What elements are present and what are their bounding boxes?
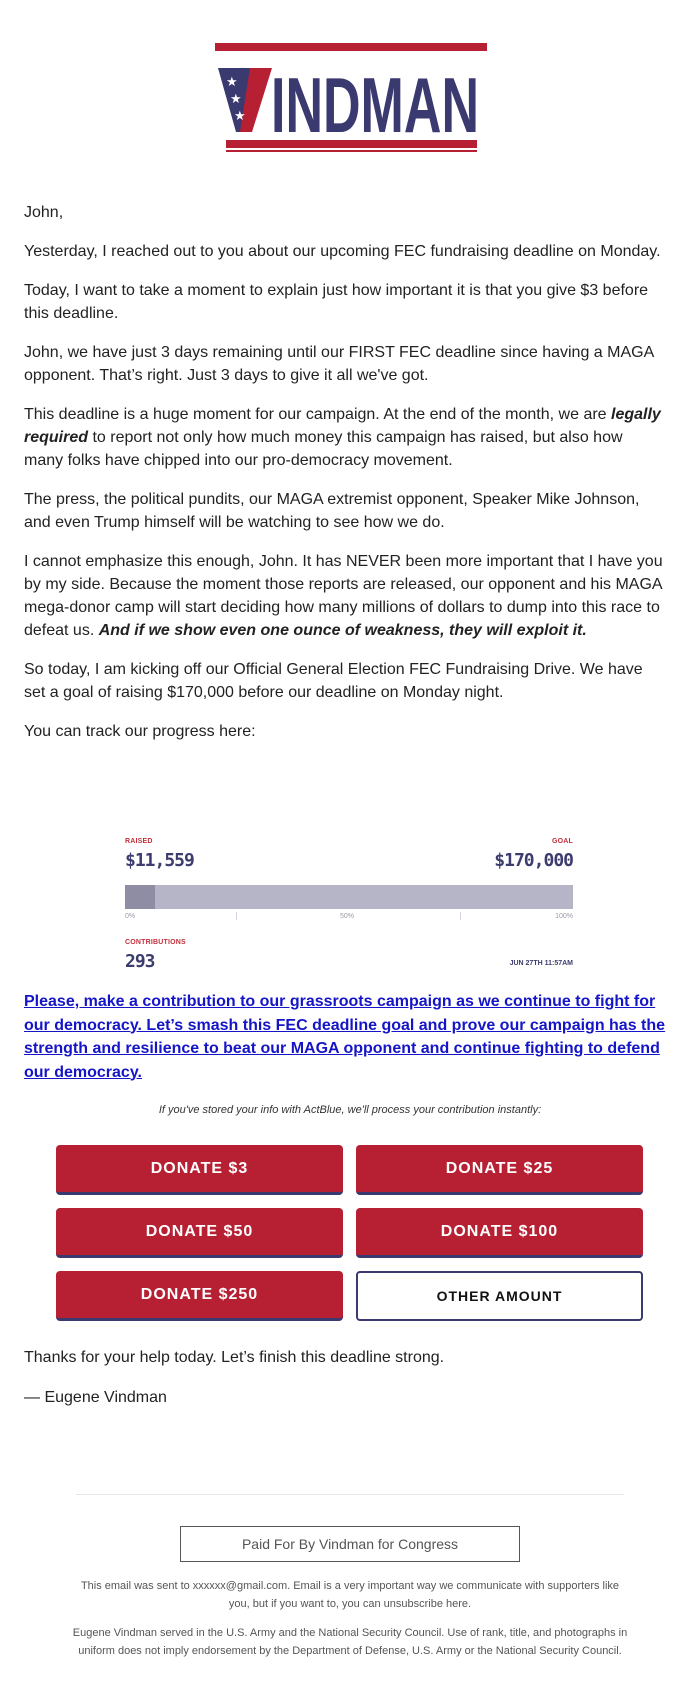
raised-amount: $11,559 (125, 850, 194, 871)
logo-bottom-thin-stripe (226, 150, 477, 152)
paragraph-4-end: to report not only how much money this campaign has raised, but also how many folks have chipped into our pro-democracy movement. (24, 429, 623, 469)
paragraph-6-start: I cannot emphasize this enough, John. It has NEVER been more important that I have you by my side. Because the moment those reports are released, our opponent and his MAGA mega-donor camp will start deciding how many millions of dollars to dump into this race to defeat us. (24, 553, 663, 639)
tick-mark (460, 912, 461, 920)
goal-amount: $170,000 (494, 850, 573, 871)
paid-for-box: Paid For By Vindman for Congress (180, 1526, 520, 1562)
logo-graphic (0, 40, 700, 160)
tick-label-100: 100% (555, 913, 573, 920)
contributions-count: 293 (125, 951, 155, 972)
logo-wordmark: INDMAN (271, 61, 479, 149)
greeting: John, (24, 204, 64, 221)
actblue-note: If you've stored your info with ActBlue, we'll process your contribution instantly: (158, 1104, 542, 1116)
tracker-timestamp: JUN 27TH 11:57AM (509, 960, 573, 967)
sent-to-notice[interactable]: This email was sent to xxxxxx@gmail.com. Email is a very important way we communicate with supporters like you, but if you want to, you can unsubscribe here. (80, 1580, 620, 1610)
tick-label-0: 0% (125, 913, 136, 920)
tick-label-50: 50% (340, 913, 355, 920)
paragraph-6 (24, 550, 664, 642)
progress-bar (125, 885, 573, 909)
star-icon: ★ (230, 92, 242, 107)
fundraising-progress-tracker (125, 838, 573, 974)
donate-100-button[interactable]: DONATE $100 (356, 1208, 643, 1258)
star-icon: ★ (234, 109, 246, 124)
military-disclaimer: Eugene Vindman served in the U.S. Army and the National Security Council. Use of rank, title, and photographs in uniform does not imply endorsement by the Department of Defense, U.S. Army or the National Security Council. (72, 1627, 628, 1657)
paragraph-4 (24, 403, 664, 472)
vindman-logo (0, 40, 700, 160)
contributions-label: CONTRIBUTIONS (125, 939, 186, 946)
other-amount-button[interactable]: OTHER AMOUNT (356, 1271, 643, 1321)
donate-250-button[interactable]: DONATE $250 (56, 1271, 343, 1321)
paragraph-8: You can track our progress here: (24, 723, 256, 740)
footer-divider (76, 1494, 624, 1495)
donate-25-button[interactable]: DONATE $25 (356, 1145, 643, 1195)
contribution-link[interactable]: Please, make a contribution to our grassroots campaign as we continue to fight for our democracy. Let’s smash this FEC deadline goal and prove our campaign has the strength and resilience to beat our MAGA opponent and continue fighting to defend our democracy. (24, 993, 666, 1081)
star-icon: ★ (226, 75, 238, 90)
paragraph-2: Today, I want to take a moment to explain just how important it is that you give $3 before this deadline. (24, 282, 649, 322)
paragraph-7: So today, I am kicking off our Official General Election FEC Fundraising Drive. We have set a goal of raising $170,000 before our deadline on Monday night. (24, 661, 643, 701)
tick-mark (236, 912, 237, 920)
paragraph-3: John, we have just 3 days remaining until our FIRST FEC deadline since having a MAGA opponent. That’s right. Just 3 days to give it all we've got. (24, 344, 654, 384)
email-body (24, 201, 664, 759)
logo-top-stripe (215, 43, 487, 51)
paragraph-4-start: This deadline is a huge moment for our campaign. At the end of the month, we are (24, 406, 612, 423)
weakness-emphasis: And if we show even one ounce of weakness, they will exploit it. (98, 622, 587, 639)
raised-label: RAISED (125, 838, 153, 845)
donate-3-button[interactable]: DONATE $3 (56, 1145, 343, 1195)
signature: — Eugene Vindman (24, 1389, 167, 1406)
goal-label: GOAL (551, 838, 573, 845)
paragraph-5: The press, the political pundits, our MAGA extremist opponent, Speaker Mike Johnson, and even Trump himself will be watching to see how we do. (24, 491, 640, 531)
progress-bar-fill (125, 885, 155, 909)
paragraph-1: Yesterday, I reached out to you about our upcoming FEC fundraising deadline on Monday. (24, 243, 661, 260)
donate-50-button[interactable]: DONATE $50 (56, 1208, 343, 1258)
thanks-text: Thanks for your help today. Let’s finish this deadline strong. (24, 1349, 445, 1366)
legally-required-emphasis: legally required (24, 406, 661, 446)
